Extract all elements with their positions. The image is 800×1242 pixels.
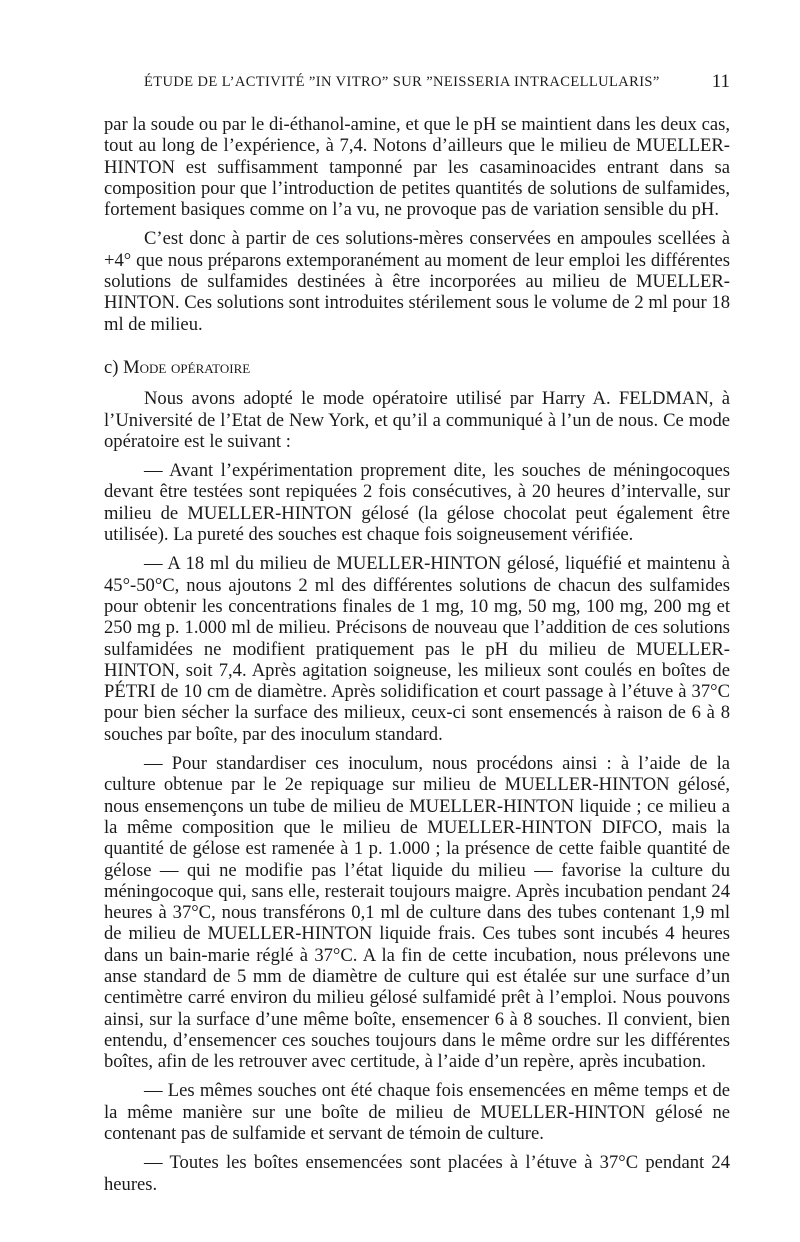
page-number: 11 xyxy=(711,71,730,92)
paragraph-1: par la soude ou par le di-éthanol-amine, et que le pH se maintient dans les deux cas, tout au long de l’expérience, à 7,4. Notons d’ailleurs que le milieu de MUELLER-HINTON est suffisamment tamponné par les casaminoacides entrant dans sa composition pour que l’introduction de petites quantités de solutions de sulfamides, fortement basiques comme on l’a vu, ne provoque pas de variation sensible du pH. xyxy=(104,114,730,221)
paragraph-3: Nous avons adopté le mode opératoire utilisé par Harry A. FELDMAN, à l’Université de l’Etat de New York, et qu’il a communiqué à l’un de nous. Ce mode opératoire est le suivant : xyxy=(104,388,730,452)
running-title: ÉTUDE DE L’ACTIVITÉ ”IN VITRO” SUR ”NEISSERIA INTRACELLULARIS” xyxy=(144,74,660,90)
paragraph-8: — Toutes les boîtes ensemencées sont placées à l’étuve à 37°C pendant 24 heures. xyxy=(104,1152,730,1195)
section-label: c) xyxy=(104,356,119,378)
paragraph-2: C’est donc à partir de ces solutions-mères conservées en ampoules scellées à +4° que nous préparons extemporanément au moment de leur emploi les différentes solutions de sulfamides destinées à être incorporées au milieu de MUELLER-HINTON. Ces solutions sont introduites stérilement sous le volume de 2 ml pour 18 ml de milieu. xyxy=(104,228,730,335)
section-title: Mode opératoire xyxy=(123,356,251,378)
paragraph-6: — Pour standardiser ces inoculum, nous procédons ainsi : à l’aide de la culture obtenue par le 2e repiquage sur milieu de MUELLER-HINTON gélosé, nous ensemençons un tube de milieu de MUELLER-HINTON liquide ; ce milieu a la même composition que le milieu de MUELLER-HINTON DIFCO, mais la quantité de gélose est ramenée à 1 p. 1.000 ; la présence de cette faible quantité de gélose — qui ne modifie pas l’état liquide du milieu — favorise la culture du méningocoque qui, sans elle, resterait toujours maigre. Après incubation pendant 24 heures à 37°C, nous transférons 0,1 ml de culture dans des tubes contenant 1,9 ml de milieu de MUELLER-HINTON liquide frais. Ces tubes sont incubés 4 heures dans un bain-marie réglé à 37°C. A la fin de cette incubation, nous prélevons une anse standard de 5 mm de diamètre de culture qui est étalée sur une surface d’un centimètre carré environ du milieu gélosé sulfamidé prêt à l’emploi. Nous pouvons ainsi, sur la surface d’une même boîte, ensemencer 6 à 8 souches. Il convient, bien entendu, d’ensemencer ces souches toujours dans le même ordre sur les différentes boîtes, afin de les retrouver avec certitude, à l’aide d’un repère, après incubation. xyxy=(104,753,730,1073)
paragraph-5: — A 18 ml du milieu de MUELLER-HINTON gélosé, liquéfié et maintenu à 45°-50°C, nous ajoutons 2 ml des différentes solutions de chacun des sulfamides pour obtenir les concentrations finales de 1 mg, 10 mg, 50 mg, 100 mg, 200 mg et 250 mg p. 1.000 ml de milieu. Précisons de nouveau que l’addition de ces solutions sulfamidées ne modifient pratiquement pas le pH du milieu de MUELLER-HINTON, soit 7,4. Après agitation soigneuse, les milieux sont coulés en boîtes de PÉTRI de 10 cm de diamètre. Après solidification et court passage à l’étuve à 37°C pour bien sécher la surface des milieux, ceux-ci sont ensemencés à raison de 6 à 8 souches par boîte, par des inoculum standard. xyxy=(104,553,730,745)
paragraph-7: — Les mêmes souches ont été chaque fois ensemencées en même temps et de la même manière sur une boîte de milieu de MUELLER-HINTON gélosé ne contenant pas de sulfamide et servant de témoin de culture. xyxy=(104,1080,730,1145)
section-heading xyxy=(104,357,730,378)
body-text xyxy=(104,114,730,1195)
running-header xyxy=(104,71,730,100)
paragraph-4: — Avant l’expérimentation proprement dite, les souches de méningocoques devant être testées sont repiquées 2 fois consécutives, à 20 heures d’intervalle, sur milieu de MUELLER-HINTON gélosé (la gélose chocolat peut également être utilisée). La pureté des souches est chaque fois soigneusement vérifiée. xyxy=(104,460,730,546)
